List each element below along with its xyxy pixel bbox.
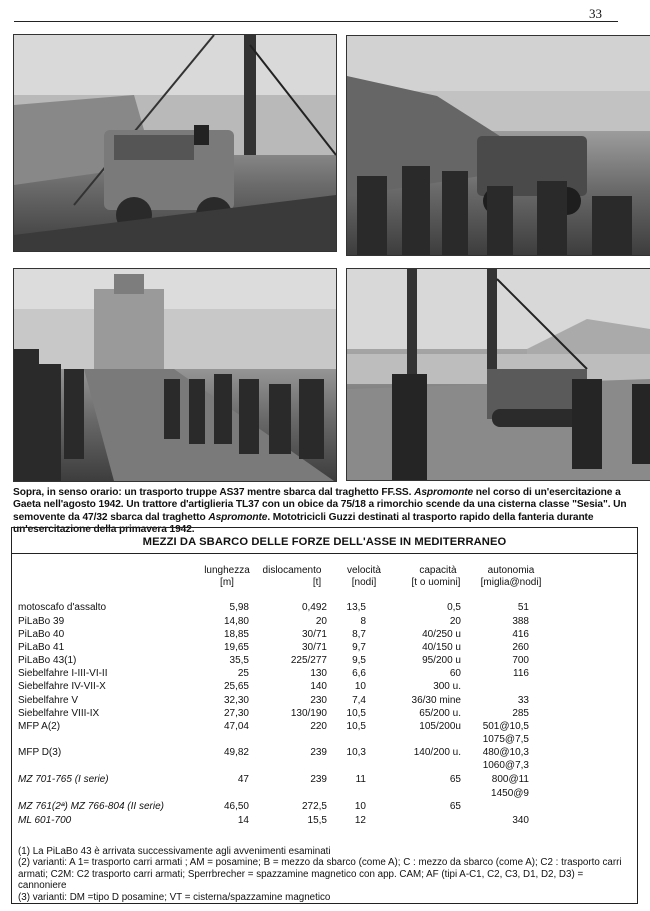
table-cell-name: PiLaBo 41: [18, 642, 65, 653]
table-cell-disp: 220: [310, 721, 327, 732]
table-cell-range: 480@10,3: [482, 747, 529, 758]
table-cell-disp: 130/190: [290, 708, 327, 719]
table-cell-cap: 95/200 u: [422, 655, 461, 666]
table-cell-len: 5,98: [229, 602, 249, 613]
table-cell-len: 18,85: [223, 629, 249, 640]
table-cell-range: 285: [512, 708, 529, 719]
table-cell-len: 25,65: [223, 681, 249, 692]
table-cell-range: 1075@7,5: [482, 734, 529, 745]
caption-ship-name-2: Aspromonte: [208, 511, 268, 523]
table-cell-name: PiLaBo 43(1): [18, 655, 77, 666]
photo-landing-truck: [13, 34, 337, 252]
table-cell-range: 1060@7,3: [482, 760, 529, 771]
table-cell-cap: 36/30 mine: [411, 695, 461, 706]
table-cell-len: 27,30: [223, 708, 249, 719]
photo-tractor-descending: [346, 35, 650, 256]
table-cell-speed: 10,5: [346, 708, 366, 719]
table-cell-speed: 12: [354, 815, 366, 826]
note-1: (1) La PiLaBo 43 è arrivata successivamente agli avvenimenti esaminati: [18, 846, 331, 857]
caption-part-2: nel corso di un'esercitazione a Gaeta nell'agosto 1942. Un trattore d'artiglieria TL37 con un obice da 75/18 a rimorchio scende da una cisterna classe "Sesia". Un semovente da 47/32 sbarca dal traghetto: [13, 487, 627, 523]
table-cell-range: 700: [512, 655, 529, 666]
table-cell-cap: 140/200 u.: [413, 747, 461, 758]
table-cell-speed: 10: [354, 801, 366, 812]
table-cell-speed: 10,3: [346, 747, 366, 758]
table-cell-range: 501@10,5: [482, 721, 529, 732]
header-capacity-unit: [t o uomini]: [411, 577, 461, 588]
table-cell-speed: 10: [354, 681, 366, 692]
header-range-unit: [miglia@nodi]: [480, 577, 542, 588]
table-cell-len: 14,80: [223, 616, 249, 627]
table-cell-range: 1450@9: [491, 788, 529, 799]
header-displacement-unit: [t]: [312, 577, 322, 588]
table-cell-cap: 65/200 u.: [419, 708, 461, 719]
table-cell-name: MZ 761(2ª) MZ 766-804 (II serie): [18, 801, 164, 812]
table-cell-cap: 65: [449, 801, 461, 812]
table-title: MEZZI DA SBARCO DELLE FORZE DELL'ASSE IN MEDITERRANEO: [142, 536, 507, 548]
table-title-rule: [12, 553, 637, 554]
table-cell-len: 35,5: [229, 655, 249, 666]
table-cell-name: Siebelfahre IV-VII-X: [18, 681, 106, 692]
table-cell-cap: 40/150 u: [422, 642, 461, 653]
table-cell-len: 32,30: [223, 695, 249, 706]
page-number: 33: [589, 6, 602, 21]
table-cell-speed: 6,6: [352, 668, 366, 679]
table-cell-cap: 60: [449, 668, 461, 679]
header-rule: [14, 21, 618, 22]
table-cell-len: 47,04: [223, 721, 249, 732]
caption-part-1: Sopra, in senso orario: un trasporto truppe AS37 mentre sbarca dal traghetto FF.SS.: [13, 487, 415, 498]
table-cell-cap: 40/250 u: [422, 629, 461, 640]
table-cell-name: Siebelfahre VIII-IX: [18, 708, 100, 719]
photo-motor-tricycles: [13, 268, 337, 482]
caption-part-3: . Mototricicli Guzzi destinati al trasporto rapido della fanteria durante un'esercitazione della primavera 1942.: [13, 511, 594, 536]
table-cell-name: Siebelfahre I-III-VI-II: [18, 668, 108, 679]
header-capacity: capacità: [419, 565, 457, 576]
table-cell-range: 33: [517, 695, 529, 706]
table-cell-speed: 8: [360, 616, 366, 627]
photo-self-propelled-gun: [346, 268, 650, 481]
header-displacement: dislocamento: [262, 565, 322, 576]
note-3: (3) varianti: DM =tipo D posamine; VT = cisterna/spazzamine magnetico: [18, 891, 331, 903]
table-cell-speed: 13,5: [346, 602, 366, 613]
table-cell-speed: 7,4: [352, 695, 366, 706]
table-cell-cap: 105/200u: [419, 721, 461, 732]
table-cell-range: 800@11: [491, 774, 529, 785]
table-cell-speed: 9,7: [352, 642, 366, 653]
table-cell-len: 14: [237, 815, 249, 826]
table-cell-disp: 30/71: [301, 642, 327, 653]
table-cell-speed: 11: [355, 774, 366, 785]
table-cell-disp: 230: [310, 695, 327, 706]
table-cell-disp: 20: [315, 616, 327, 627]
table-cell-speed: 8,7: [352, 629, 366, 640]
table-cell-disp: 0,492: [301, 602, 327, 613]
table-cell-speed: 9,5: [352, 655, 366, 666]
table-cell-name: PiLaBo 40: [18, 629, 65, 640]
table-cell-disp: 225/277: [290, 655, 327, 666]
table-cell-speed: 10,5: [346, 721, 366, 732]
table-cell-name: MFP A(2): [18, 721, 61, 732]
table-cell-name: MFP D(3): [18, 747, 62, 758]
table-cell-cap: 65: [449, 774, 461, 785]
table-cell-disp: 30/71: [301, 629, 327, 640]
table-cell-name: MZ 701-765 (I serie): [18, 774, 109, 785]
table-cell-disp: 140: [310, 681, 327, 692]
table-cell-range: 340: [512, 815, 529, 826]
header-speed: velocità: [347, 565, 381, 576]
table-cell-disp: 239: [310, 747, 327, 758]
table-cell-len: 46,50: [223, 801, 249, 812]
table-cell-disp: 130: [310, 668, 327, 679]
table-cell-range: 51: [517, 602, 529, 613]
table-cell-disp: 239: [310, 774, 327, 785]
table-cell-name: PiLaBo 39: [18, 616, 65, 627]
header-speed-unit: [nodi]: [351, 577, 377, 588]
table-cell-len: 47: [237, 774, 249, 785]
note-2: (2) varianti: A 1= trasporto carri armati ; AM = posamine; B = mezzo da sbarco (come A); C : mezzo da sbarco (come A); C2 : trasporto carri armati; C2M: C2 trasporto carri armati; Sperrbrecher = spazzamine magnetico con app. CAM; AF (tipi A-C1, C2, C3, D1, D2, D3) = cannoniere: [18, 857, 622, 892]
table-cell-range: 260: [512, 642, 529, 653]
table-cell-name: ML 601-700: [18, 815, 72, 826]
table-cell-range: 388: [512, 616, 529, 627]
header-length: lunghezza: [204, 565, 250, 576]
header-length-unit: [m]: [220, 577, 234, 588]
table-cell-name: motoscafo d'assalto: [18, 602, 107, 613]
header-range: autonomia: [487, 565, 535, 576]
table-notes: [18, 846, 628, 903]
table-cell-cap: 20: [449, 616, 461, 627]
table-cell-range: 116: [513, 668, 529, 679]
table-cell-range: 416: [512, 629, 529, 640]
table-cell-len: 19,65: [223, 642, 249, 653]
caption-ship-name-1: Aspromonte: [414, 487, 474, 498]
table-cell-name: Siebelfahre V: [18, 695, 79, 706]
table-cell-len: 49,82: [223, 747, 249, 758]
table-cell-disp: 15,5: [307, 815, 327, 826]
table-cell-cap: 0,5: [447, 602, 461, 613]
landing-craft-table: [11, 527, 638, 904]
table-cell-len: 25: [237, 668, 249, 679]
table-cell-cap: 300 u.: [433, 681, 461, 692]
table-cell-disp: 272,5: [301, 801, 327, 812]
